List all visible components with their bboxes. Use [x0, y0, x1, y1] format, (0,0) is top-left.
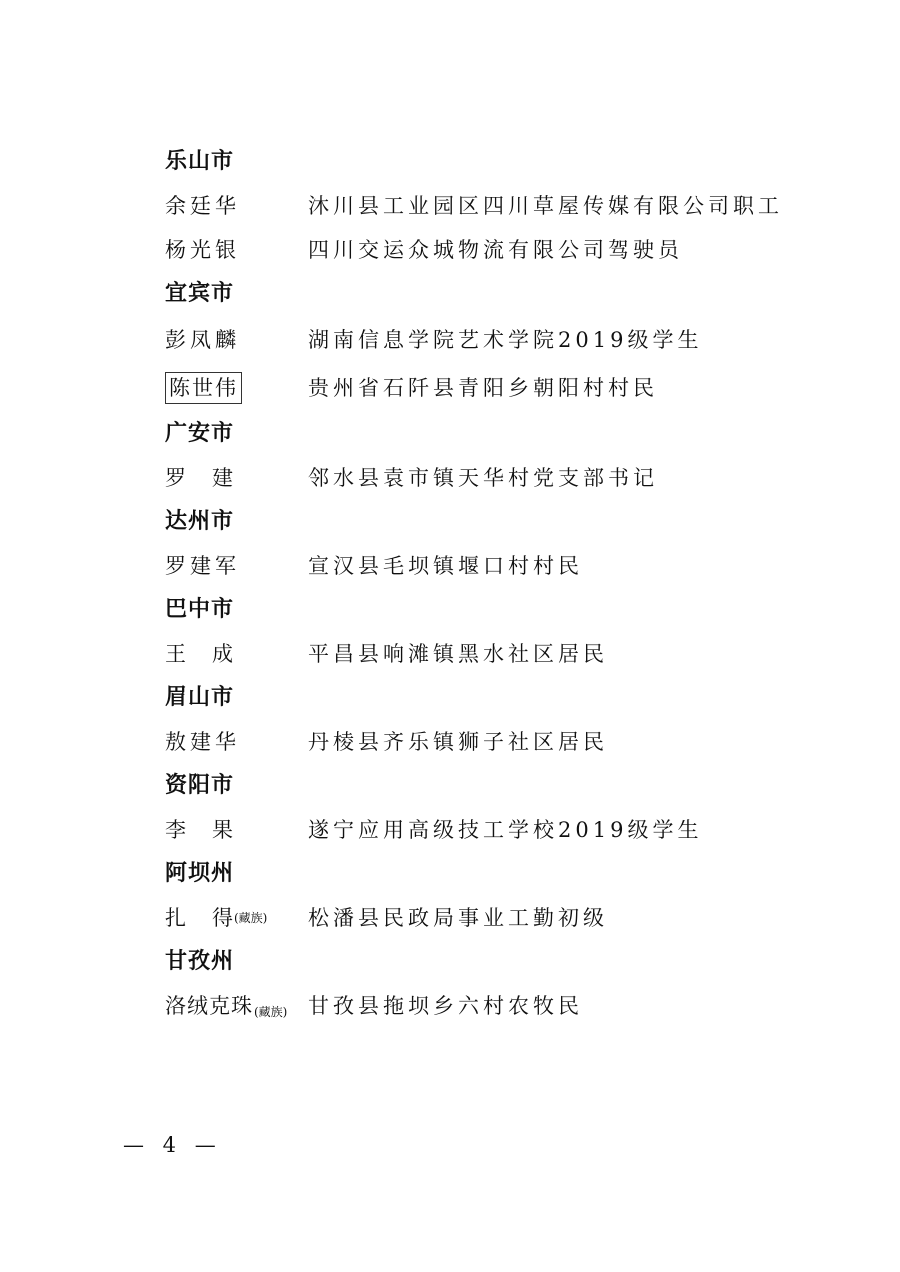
city-heading: 眉山市: [165, 685, 235, 710]
person-name-text: 洛绒克珠: [165, 994, 253, 1018]
list-item: [165, 316, 805, 364]
list-item: [165, 544, 805, 588]
person-name: [165, 808, 233, 852]
ethnicity-note: (藏族): [234, 911, 268, 925]
list-item: [165, 632, 805, 676]
person-name-char: 王: [165, 642, 186, 666]
person-description: 沐川县工业园区四川草屋传媒有限公司职工: [308, 194, 783, 218]
person-description: 贵州省石阡县青阳乡朝阳村村民: [308, 376, 658, 400]
list-item: [165, 456, 805, 500]
page-number: — 4 —: [123, 1133, 222, 1157]
person-description: 遂宁应用高级技工学校2019级学生: [308, 818, 703, 842]
person-description: 丹棱县齐乐镇狮子社区居民: [308, 730, 608, 754]
person-name: 彭凤麟: [165, 328, 240, 352]
city-heading: 巴中市: [165, 597, 235, 622]
ethnicity-note: (藏族): [254, 1005, 288, 1019]
person-name-boxed: 陈世伟: [165, 372, 242, 404]
person-name-char: 建: [212, 466, 233, 490]
list-item: [165, 364, 805, 412]
person-name-char: 得: [212, 906, 233, 930]
person-name-char: 李: [165, 818, 186, 842]
person-description: 湖南信息学院艺术学院2019级学生: [308, 328, 703, 352]
person-name: 罗建军: [165, 554, 240, 578]
person-name: 敖建华: [165, 730, 240, 754]
person-description: 宣汉县毛坝镇堰口村村民: [308, 554, 583, 578]
honoree-list: [165, 140, 805, 1028]
person-name: 余廷华: [165, 194, 240, 218]
person-name-char: 扎: [165, 906, 186, 930]
person-name-char: 成: [212, 642, 233, 666]
person-name-char: 果: [212, 818, 233, 842]
city-heading: 资阳市: [165, 773, 235, 798]
person-name: [165, 896, 267, 940]
city-heading: 达州市: [165, 509, 235, 534]
person-name: 杨光银: [165, 238, 240, 262]
person-name: [165, 632, 233, 676]
person-name-char: 罗: [165, 466, 186, 490]
list-item: [165, 808, 805, 852]
person-name: [165, 456, 233, 500]
list-item: [165, 896, 805, 940]
city-heading: 乐山市: [165, 149, 235, 174]
city-heading: 广安市: [165, 421, 235, 446]
city-heading: 甘孜州: [165, 949, 235, 974]
person-description: 平昌县响滩镇黑水社区居民: [308, 642, 608, 666]
person-description: 四川交运众城物流有限公司驾驶员: [308, 238, 683, 262]
list-item: [165, 184, 805, 228]
person-description: 邻水县袁市镇天华村党支部书记: [308, 466, 658, 490]
list-item: [165, 984, 805, 1028]
person-name: [165, 984, 287, 1034]
list-item: [165, 228, 805, 272]
person-description: 松潘县民政局事业工勤初级: [308, 906, 608, 930]
city-heading: 宜宾市: [165, 281, 235, 306]
list-item: [165, 720, 805, 764]
city-heading: 阿坝州: [165, 861, 235, 886]
person-description: 甘孜县拖坝乡六村农牧民: [308, 994, 583, 1018]
